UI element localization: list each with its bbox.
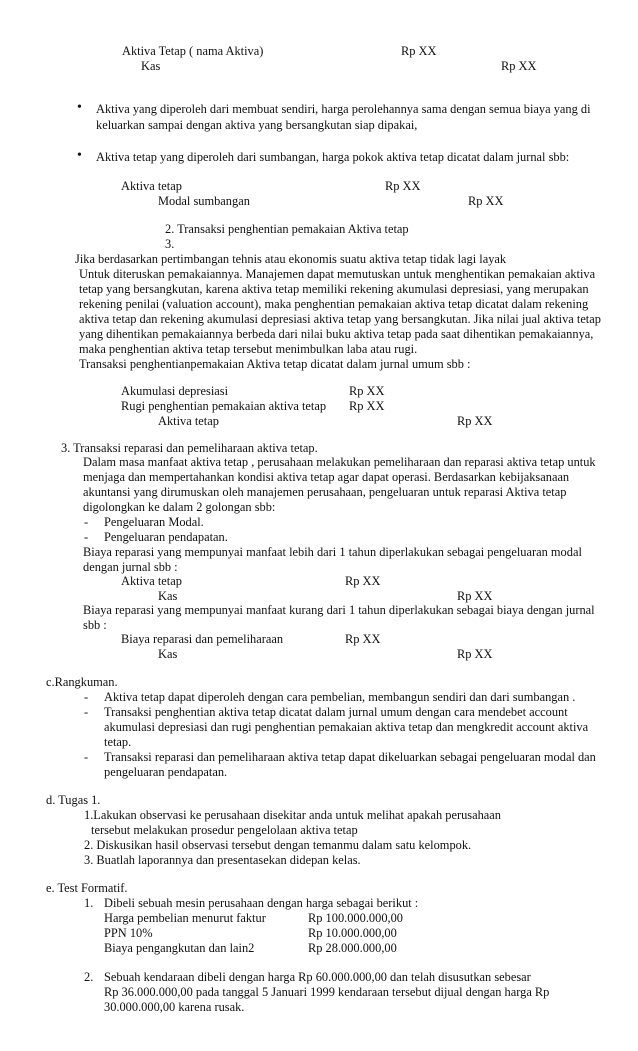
section-heading: c.Rangkuman. [46,675,118,689]
journal-debit-account: Biaya reparasi dan pemeliharaan [121,632,284,646]
paragraph-line: Biaya reparasi yang mempunyai manfaat kurang dari 1 tahun diperlakukan sebagai biaya dengan jurnal [83,603,595,617]
paragraph-line: Jika berdasarkan pertimbangan tehnis atau ekonomis suatu aktiva tetap tidak lagi layak [75,252,507,266]
journal-debit-amount: Rp XX [345,574,381,588]
bullet-text: Aktiva tetap yang diperoleh dari sumbangan, harga pokok aktiva tetap dicatat dalam jurnal sbb: [96,150,570,164]
paragraph-line: menjaga dan mempertahankan kondisi aktiva tetap agar dapat operasi. Berdasarkan kebijaksanaan [83,470,570,484]
paragraph-line: Untuk diteruskan pemakaiannya. Manajemen dapat memutuskan untuk menghentikan pemakaian aktiva [79,267,596,281]
question-text: Rp 36.000.000,00 pada tanggal 5 Januari 1999 kendaraan tersebut dijual dengan harga Rp [104,985,550,999]
question-number: 2. [84,970,94,984]
paragraph-line: digolongkan ke dalam 2 golongan sbb: [83,500,276,514]
cost-value: Rp 100.000.000,00 [308,911,403,925]
cost-label: Biaya pengangkutan dan lain2 [104,941,255,955]
dash-icon: - [84,530,89,544]
journal-debit-amount: Rp XX [385,179,421,193]
journal-debit-account: Rugi penghentian pemakaian aktiva tetap [121,399,327,413]
task-item: tersebut melakukan prosedur pengelolaan aktiva tetap [91,823,358,837]
bullet-text: Aktiva yang diperoleh dari membuat sendiri, harga perolehannya sama dengan semua biaya yang di [96,102,591,116]
cost-value: Rp 10.000.000,00 [308,926,397,940]
journal-debit-amount: Rp XX [401,44,437,58]
numbered-item: 2. Transaksi penghentian pemakaian Aktiva tetap [165,222,409,236]
journal-debit-amount: Rp XX [349,384,385,398]
summary-item: akumulasi depresiasi dan rugi penghentian pemakaian aktiva tetap dan mengkredit account aktiva [104,720,589,734]
cost-label: PPN 10% [104,926,153,940]
journal-debit-account: Aktiva tetap [121,179,182,193]
numbered-item: 3. [165,237,175,251]
journal-credit-amount: Rp XX [468,194,504,208]
paragraph-line: yang dihentikan pemakaiannya berbeda dari nilai buku aktiva tetap pada saat dihentikan pemakaiannya, [79,327,594,341]
bullet-text: keluarkan sampai dengan aktiva yang bersangkutan siap dipakai, [96,118,418,132]
journal-credit-amount: Rp XX [457,589,493,603]
bullet-icon: • [77,148,82,163]
journal-credit-account: Modal sumbangan [158,194,250,208]
section-heading: d. Tugas 1. [46,793,101,807]
journal-credit-account: Kas [158,589,178,603]
dash-icon: - [84,750,89,764]
question-text: 30.000.000,00 karena rusak. [104,1000,245,1014]
journal-credit-account: Kas [158,647,178,661]
journal-debit-amount: Rp XX [345,632,381,646]
journal-credit-amount: Rp XX [457,647,493,661]
task-item: 3. Buatlah laporannya dan presentasekan didepan kelas. [84,853,361,867]
dash-item: Pengeluaran Modal. [104,515,204,529]
dash-icon: - [84,515,89,529]
paragraph-line: Transaksi penghentianpemakaian Aktiva tetap dicatat dalam jurnal umum sbb : [79,357,471,371]
bullet-icon: • [77,100,82,115]
journal-credit-amount: Rp XX [501,59,537,73]
paragraph-line: aktiva tetap dan rekening akumulasi depresiasi aktiva tetap yang bersangkutan. Jika nilai jual aktiva tetap [79,312,601,326]
paragraph-line: maka penghentian aktiva tetap tersebut menimbulkan laba atau rugi. [79,342,418,356]
section-heading: 3. Transaksi reparasi dan pemeliharaan aktiva tetap. [61,441,318,455]
journal-debit-account: Akumulasi depresiasi [121,384,229,398]
section-heading: e. Test Formatif. [46,881,128,895]
journal-credit-amount: Rp XX [457,414,493,428]
summary-item: Transaksi penghentian aktiva tetap dicatat dalam jurnal umum dengan cara mendebet account [104,705,568,719]
summary-item: Transaksi reparasi dan pemeliharaan aktiva tetap dapat dikeluarkan sebagai pengeluaran modal dan [104,750,596,764]
cost-value: Rp 28.000.000,00 [308,941,397,955]
question-text: Sebuah kendaraan dibeli dengan harga Rp 60.000.000,00 dan telah disusutkan sebesar [104,970,531,984]
paragraph-line: tetap yang bersangkutan, karena aktiva tetap memiliki rekening akumulasi depresiasi, yang merupakan [79,282,589,296]
cost-label: Harga pembelian menurut faktur [104,911,266,925]
journal-debit-amount: Rp XX [349,399,385,413]
journal-credit-account: Aktiva tetap [158,414,219,428]
journal-credit-account: Kas [141,59,161,73]
paragraph-line: dengan jurnal sbb : [83,560,178,574]
paragraph-line: sbb : [83,618,107,632]
paragraph-line: rekening penilai (valuation account), maka penghentian pemakaian aktiva tetap dicatat dalam rekening [79,297,589,311]
paragraph-line: akuntansi yang dirumuskan oleh manajemen perusahaan, pengeluaran untuk reparasi Aktiva tetap [83,485,567,499]
dash-item: Pengeluaran pendapatan. [104,530,228,544]
question-text: Dibeli sebuah mesin perusahaan dengan harga sebagai berikut : [104,896,419,910]
summary-item: pengeluaran pendapatan. [104,765,228,779]
dash-icon: - [84,705,89,719]
paragraph-line: Dalam masa manfaat aktiva tetap , perusahaan melakukan pemeliharaan dan reparasi aktiva tetap untuk [83,455,596,469]
summary-item: Aktiva tetap dapat diperoleh dengan cara pembelian, membangun sendiri dan dari sumbangan . [104,690,576,704]
dash-icon: - [84,690,89,704]
journal-debit-account: Aktiva tetap [121,574,182,588]
task-item: 1.Lakukan observasi ke perusahaan disekitar anda untuk melihat apakah perusahaan [84,808,501,822]
question-number: 1. [84,896,94,910]
journal-debit-account: Aktiva Tetap ( nama Aktiva) [122,44,264,58]
summary-item: tetap. [104,735,132,749]
task-item: 2. Diskusikan hasil observasi tersebut dengan temanmu dalam satu kelompok. [84,838,472,852]
paragraph-line: Biaya reparasi yang mempunyai manfaat lebih dari 1 tahun diperlakukan sebagai pengeluaran modal [83,545,582,559]
